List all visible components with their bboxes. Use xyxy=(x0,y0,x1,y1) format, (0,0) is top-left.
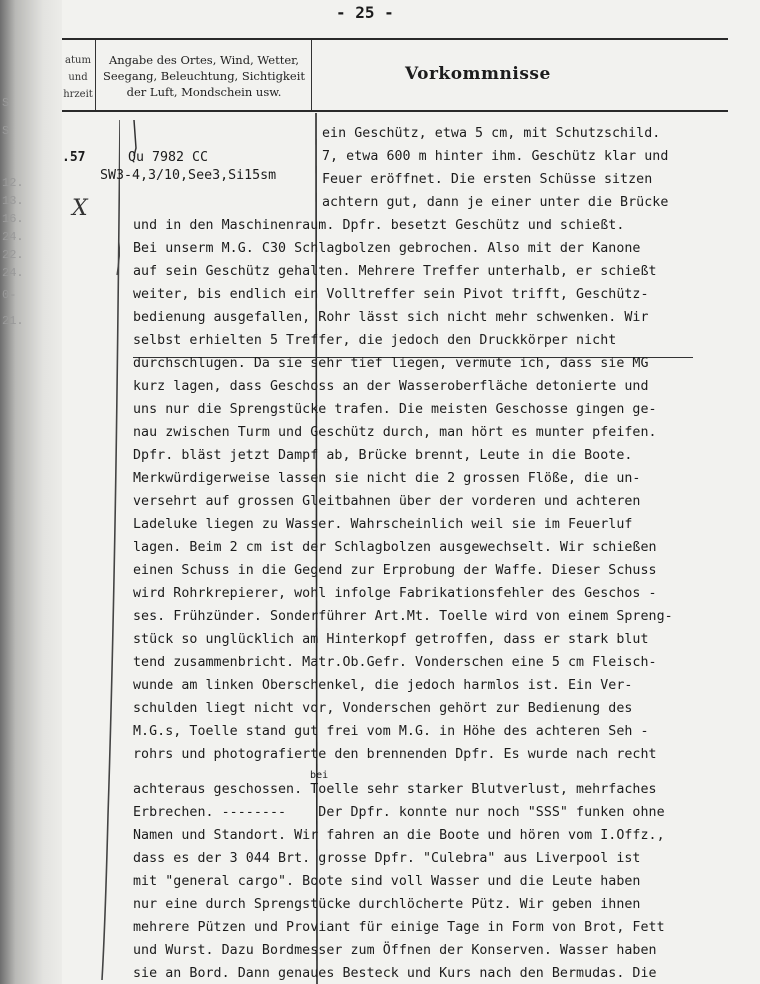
bleed-text: 12. xyxy=(2,176,24,190)
header-location-line: Seegang, Beleuchtung, Sichtigkeit xyxy=(102,69,306,83)
log-text-line: Dpfr. bläst jetzt Dampf ab, Brücke brennt, Leute in die Boote. xyxy=(133,448,633,463)
log-text-line: Erbrechen. -------- Der Dpfr. konnte nur noch "SSS" funken ohne xyxy=(133,805,665,820)
bleed-text: 24. xyxy=(2,266,24,280)
bleed-text: 13. xyxy=(2,194,24,208)
log-text-line: nur eine durch Sprengstücke durchlöcherte Pütz. Wir geben ihnen xyxy=(133,897,641,912)
position-grid-square: Qu 7982 CC xyxy=(128,150,209,165)
interlinear-note: bei xyxy=(310,770,329,781)
weather-conditions: SW3-4,3/10,See3,Si15sm xyxy=(100,168,277,183)
bleed-text: 0- xyxy=(2,288,17,302)
header-date-line: atum xyxy=(65,55,91,66)
log-text-line: M.G.s, Toelle stand gut frei vom M.G. in Höhe des achteren Seh - xyxy=(133,724,649,739)
log-text-line: ein Geschütz, etwa 5 cm, mit Schutzschild. xyxy=(322,126,661,141)
column-header-events: Vorkommnisse xyxy=(405,64,551,84)
log-text-line: tend zusammenbricht. Matr.Ob.Gefr. Vonderschen eine 5 cm Fleisch- xyxy=(133,655,657,670)
margin-x-mark: X xyxy=(72,196,88,221)
log-text-line: auf sein Geschütz gehalten. Mehrere Treffer unterhalb, er schießt xyxy=(133,264,657,279)
page-number: - 25 - xyxy=(336,3,394,22)
bleed-text: 24. xyxy=(2,230,24,244)
log-text-line: achteraus geschossen. Toelle sehr starker Blutverlust, mehrfaches xyxy=(133,782,657,797)
pencil-margin-stroke xyxy=(90,115,120,984)
header-location-line: der Luft, Mondschein usw. xyxy=(126,85,282,99)
log-text-line: stück so unglücklich am Hinterkopf getroffen, dass er stark blut xyxy=(133,632,649,647)
column-divider-1 xyxy=(95,40,96,110)
log-text-line: sie an Bord. Dann genaues Besteck und Kurs nach den Bermudas. Die xyxy=(133,966,657,981)
log-text-line: mit "general cargo". Boote sind voll Wasser und die Leute haben xyxy=(133,874,641,889)
column-divider-2 xyxy=(311,40,312,110)
bleed-text: 21. xyxy=(2,314,24,328)
log-text-line: wird Rohrkrepierer, wohl infolge Fabrikationsfehler des Geschos - xyxy=(133,586,657,601)
log-text-line: selbst erhielten 5 Treffer, die jedoch den Druckkörper nicht xyxy=(133,333,617,348)
log-text-line: 7, etwa 600 m hinter ihm. Geschütz klar und xyxy=(322,149,669,164)
log-text-line: Ladeluke liegen zu Wasser. Wahrscheinlich weil sie im Feuerluf xyxy=(133,517,633,532)
log-text-line: kurz lagen, dass Geschoss an der Wasseroberfläche detonierte und xyxy=(133,379,649,394)
log-text-line: Merkwürdigerweise lassen sie nicht die 2 grossen Flöße, die un- xyxy=(133,471,641,486)
log-text-line: nau zwischen Turm und Geschütz durch, man hört es munter pfeifen. xyxy=(133,425,657,440)
left-page-bleed xyxy=(0,0,58,984)
header-date-line: und xyxy=(68,72,88,83)
log-text-line: Bei unserm M.G. C30 Schlagbolzen gebrochen. Also mit der Kanone xyxy=(133,241,641,256)
log-text-line: bedienung ausgefallen, Rohr lässt sich nicht mehr schwenken. Wir xyxy=(133,310,649,325)
log-text-line: lagen. Beim 2 cm ist der Schlagbolzen ausgewechselt. Wir schießen xyxy=(133,540,657,555)
column-header-date xyxy=(62,52,94,103)
bleed-text: S xyxy=(2,96,10,110)
entry-time: .57 xyxy=(62,150,86,165)
log-text-line: einen Schuss in die Gegend zur Erprobung der Waffe. Dieser Schuss xyxy=(133,563,657,578)
header-bottom-rule xyxy=(62,110,728,112)
bleed-text: 16. xyxy=(2,212,24,226)
log-text-line: mehrere Pützen und Proviant für einige Tage in Form von Brot, Fett xyxy=(133,920,665,935)
log-text-line: und Wurst. Dazu Bordmesser zum Öffnen der Konserven. Wasser haben xyxy=(133,943,657,958)
log-text-line: dass es der 3 044 Brt. grosse Dpfr. "Culebra" aus Liverpool ist xyxy=(133,851,641,866)
log-text-line: durchschlugen. Da sie sehr tief liegen, vermute ich, dass sie MG xyxy=(133,356,649,371)
log-text-line: achtern gut, dann je einer unter die Brücke xyxy=(322,195,669,210)
log-text-line: Feuer eröffnet. Die ersten Schüsse sitzen xyxy=(322,172,653,187)
log-text-line: versehrt auf grossen Gleitbahnen über der vorderen und achteren xyxy=(133,494,641,509)
log-text-line: rohrs und photografierte den brennenden Dpfr. Es wurde nach recht xyxy=(133,747,657,762)
log-text-line: uns nur die Sprengstücke trafen. Die meisten Geschosse gingen ge- xyxy=(133,402,657,417)
log-text-line: ses. Frühzünder. Sonderführer Art.Mt. Toelle wird von einem Spreng- xyxy=(133,609,673,624)
log-text-line: schulden liegt nicht vor, Vonderschen gehört zur Bedienung des xyxy=(133,701,633,716)
column-header-location xyxy=(98,52,310,100)
log-text-line: wunde am linken Oberschenkel, die jedoch harmlos ist. Ein Ver- xyxy=(133,678,633,693)
header-date-line: hrzeit xyxy=(63,89,93,100)
bleed-text: S xyxy=(2,124,10,138)
bleed-text: 22. xyxy=(2,248,24,262)
table-top-rule xyxy=(62,38,728,40)
header-location-line: Angabe des Ortes, Wind, Wetter, xyxy=(108,53,300,67)
log-text-line: Namen und Standort. Wir fahren an die Boote und hören vom I.Offz., xyxy=(133,828,665,843)
log-text-line: weiter, bis endlich ein Volltreffer sein Pivot trifft, Geschütz- xyxy=(133,287,649,302)
log-text-line: und in den Maschinenraum. Dpfr. besetzt Geschütz und schießt. xyxy=(133,218,625,233)
